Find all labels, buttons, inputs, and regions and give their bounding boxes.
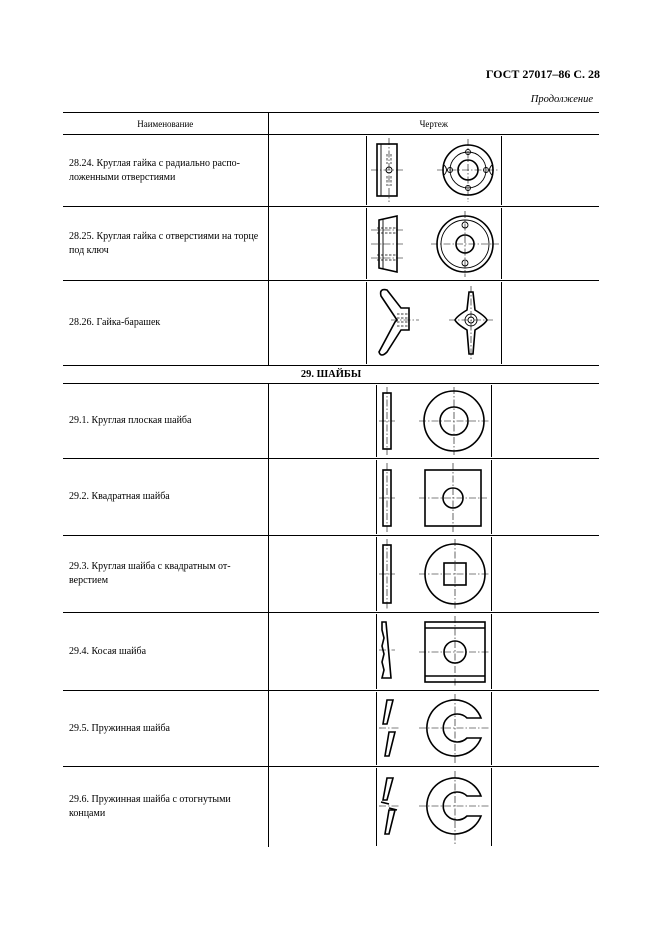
table-row [63, 281, 599, 366]
row-drawing [268, 536, 599, 613]
round-washer-square-hole-drawing [376, 537, 492, 611]
row-drawing [268, 691, 599, 767]
row-name: 29.2. Квадратная шайба [63, 459, 268, 536]
row-name: 29.4. Косая шайба [63, 613, 268, 691]
row-name: 28.24. Круглая гайка с радиально распо-ложенными отверстиями [63, 135, 268, 207]
page-reference: ГОСТ 27017–86 С. 28 [485, 67, 600, 81]
row-drawing [268, 613, 599, 691]
round-nut-face-holes-drawing [366, 208, 502, 279]
column-header-name: Наименование [63, 113, 268, 135]
section-row [63, 366, 599, 384]
table-row [63, 135, 599, 207]
spring-washer-bent-ends-drawing [376, 768, 492, 846]
column-header-drawing: Чертеж [268, 113, 599, 135]
symbols-table [63, 112, 599, 847]
table-row [63, 536, 599, 613]
table-header [63, 113, 599, 135]
row-drawing [268, 281, 599, 366]
row-name: 28.26. Гайка-барашек [63, 281, 268, 366]
continuation-label: Продолжение [530, 94, 593, 105]
table-row [63, 384, 599, 459]
section-title: 29. ШАЙБЫ [63, 366, 599, 384]
table-row [63, 613, 599, 691]
row-drawing [268, 384, 599, 459]
spring-washer-drawing [376, 692, 492, 765]
table-row [63, 691, 599, 767]
table-row [63, 767, 599, 847]
row-name: 29.3. Круглая шайба с квадратным от-верстием [63, 536, 268, 613]
row-name: 28.25. Круглая гайка с отверстиями на торце под ключ [63, 207, 268, 281]
round-flat-washer-drawing [376, 385, 492, 457]
table-row [63, 207, 599, 281]
row-drawing [268, 767, 599, 847]
row-name: 29.5. Пружинная шайба [63, 691, 268, 767]
row-drawing [268, 135, 599, 207]
row-drawing [268, 207, 599, 281]
wing-nut-drawing [366, 282, 502, 364]
tapered-washer-drawing [376, 614, 492, 689]
row-name: 29.1. Круглая плоская шайба [63, 384, 268, 459]
row-name: 29.6. Пружинная шайба с отогнутыми концами [63, 767, 268, 847]
table-row [63, 459, 599, 536]
square-washer-drawing [376, 460, 492, 534]
round-nut-radial-holes-drawing [366, 136, 502, 205]
row-drawing [268, 459, 599, 536]
